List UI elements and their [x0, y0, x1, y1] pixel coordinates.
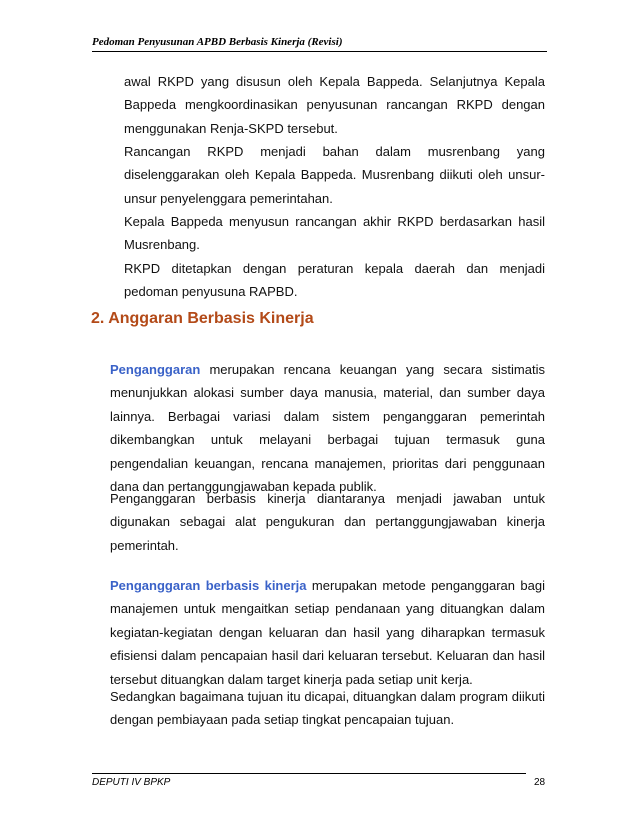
- paragraph-tujuan: Sedangkan bagaimana tujuan itu dicapai, dituangkan dalam program diikuti dengan pembiayaan pada setiap tingkat pencapaian tujuan.: [110, 689, 545, 728]
- term-penganggaran-berbasis-kinerja: Penganggaran berbasis kinerja: [110, 578, 307, 593]
- intro-paragraph-2: Rancangan RKPD menjadi bahan dalam musrenbang yang diselenggarakan oleh Kepala Bappeda. Musrenbang diikuti oleh unsur-unsur penyelenggara pemerintahan.: [124, 144, 545, 206]
- paragraph-penganggaran: [110, 358, 545, 498]
- footer-organization: DEPUTI IV BPKP: [92, 777, 171, 788]
- section-heading: 2. Anggaran Berbasis Kinerja: [91, 310, 314, 327]
- paragraph-definition: [110, 574, 545, 691]
- header-divider: [92, 51, 547, 52]
- paragraph-definition-text: merupakan metode penganggaran bagi manajemen untuk mengaitkan setiap pendanaan yang dituangkan dalam kegiatan-kegiatan dengan keluaran dan hasil yang diharapkan termasuk efisiensi dalam pencapaian hasil dari keluaran tersebut. Keluaran dan hasil tersebut dituangkan dalam target kinerja pada setiap unit kerja.: [110, 578, 545, 687]
- intro-paragraph-1: awal RKPD yang disusun oleh Kepala Bappeda. Selanjutnya Kepala Bappeda mengkoordinasikan penyusunan rancangan RKPD dengan menggunakan Renja-SKPD tersebut.: [124, 74, 545, 136]
- intro-paragraph-3: Kepala Bappeda menyusun rancangan akhir RKPD berdasarkan hasil Musrenbang.: [124, 214, 545, 253]
- intro-paragraph-4: RKPD ditetapkan dengan peraturan kepala daerah dan menjadi pedoman penyusuna RAPBD.: [124, 261, 545, 300]
- running-header: Pedoman Penyusunan APBD Berbasis Kinerja (Revisi): [92, 36, 343, 48]
- footer-divider: [92, 773, 526, 774]
- paragraph-penganggaran-text: merupakan rencana keuangan yang secara sistimatis menunjukkan alokasi sumber daya manusia, material, dan sumber daya lainnya. Berbagai variasi dalam sistem penganggaran pemerintah dikembangkan untuk melayani berbagai tujuan termasuk guna pengendalian keuangan, rencana manajemen, prioritas dari penggunaan dana dan pertanggungjawaban kepada publik.: [110, 362, 545, 495]
- page-number: 28: [534, 777, 546, 788]
- paragraph-berbasis-kinerja-intro: Penganggaran berbasis kinerja diantaranya menjadi jawaban untuk digunakan sebagai alat pengukuran dan pertanggungjawaban kinerja pemerintah.: [110, 491, 545, 553]
- term-penganggaran: Penganggaran: [110, 362, 201, 377]
